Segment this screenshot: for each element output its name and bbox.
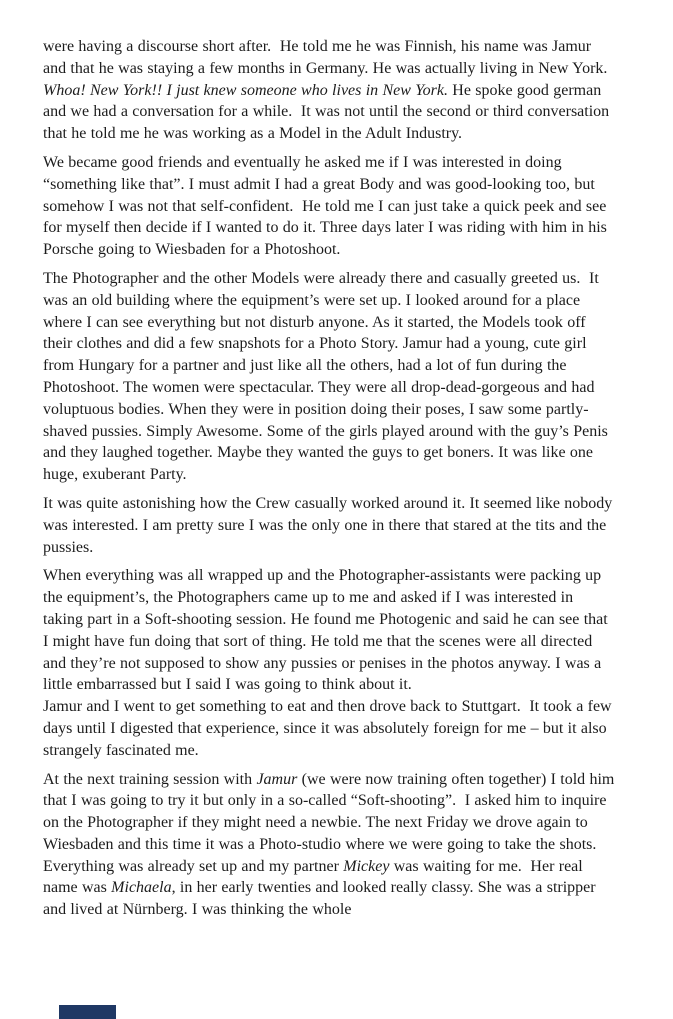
paragraph <box>43 36 615 145</box>
italic-text-run: Jamur <box>256 770 298 788</box>
paragraph <box>43 696 615 761</box>
footer-navy-block <box>59 1005 116 1019</box>
text-run: It was quite astonishing how the Crew casually worked around it. It seemed like nobody was interested. I am pretty sure I was the only one in there that stared at the tits and the pussies. <box>43 494 617 556</box>
paragraph <box>43 769 619 922</box>
text-run: The Photographer and the other Models were already there and casually greeted us. It was an old building where the equipment’s were set up. I looked around for a place where I can see everything but not disturb anyone. As it started, the Models took off their clothes and did a few snapshots for a Photo Story. Jamur had a young, cute girl from Hungary for a partner and just like all the others, had a lot of fun during the Photoshoot. The women were spectacular. They were all drop-dead-gorgeous and had voluptuous bodies. When they were in position doing their poses, I saw some partly-shaved pussies. Simply Awesome. Some of the girls played around with the guy’s Penis and they laughed together. Maybe they wanted the guys to get boners. It was like one huge, exuberant Party. <box>43 269 613 484</box>
italic-text-run: Michaela <box>111 879 172 897</box>
text-run: (we were now training often together) I told him that I was going to try it but only in a so-called “Soft-shooting”. I asked him to inquire on the Photographer if they might need a newbie. The next Friday we drove again to Wiesbaden and this time it was a Photo-studio where we were going to take the shots. Everything was already set up and my partner <box>43 770 619 875</box>
paragraph <box>43 565 615 696</box>
paragraph <box>43 493 615 558</box>
italic-text-run: Mickey <box>343 857 390 875</box>
text-run: was waiting for me. Her real name was <box>43 857 588 897</box>
text-run: Jamur and I went to get something to eat and then drove back to Stuttgart. It took a few days until I digested that experience, since it was absolutely foreign for me – but it also strangely fascinated me. <box>43 698 616 759</box>
text-run: He spoke good german and we had a conversation for a while. It was not until the second or third conversation that he told me he was working as a Model in the Adult Industry. <box>43 81 614 143</box>
paragraph <box>43 268 615 486</box>
text-run: At the next training session with <box>43 770 257 788</box>
italic-text-run: Whoa! New York!! I just knew someone who lives in New York. <box>43 81 448 99</box>
text-run: When everything was all wrapped up and the Photographer-assistants were packing up the equipment’s, the Photographers came up to me and asked if I was interested in taking part in a Soft-shooting session. He found me Photogenic and said he can see that I might have fun doing that sort of thing. He told me that the scenes were all directed and they’re not supposed to show any pussies or penises in the photos anyway. I was a little embarrassed but I said I was going to think about it. <box>43 567 613 694</box>
paragraph <box>43 152 615 261</box>
text-run: , in her early twenties and looked really classy. She was a stripper and lived at Nürnberg. I was thinking the whole <box>43 879 600 919</box>
document-body <box>43 36 619 921</box>
text-run: We became good friends and eventually he asked me if I was interested in doing “something like that”. I must admit I had a great Body and was good-looking too, but somehow I was not that self-confident. He told me I can just take a quick peek and see for myself then decide if I wanted to do it. Three days later I was riding with him in his Porsche going to Wiesbaden for a Photoshoot. <box>43 153 612 259</box>
text-run: were having a discourse short after. He told me he was Finnish, his name was Jamur and that he was staying a few months in Germany. He was actually living in New York. <box>43 38 612 77</box>
